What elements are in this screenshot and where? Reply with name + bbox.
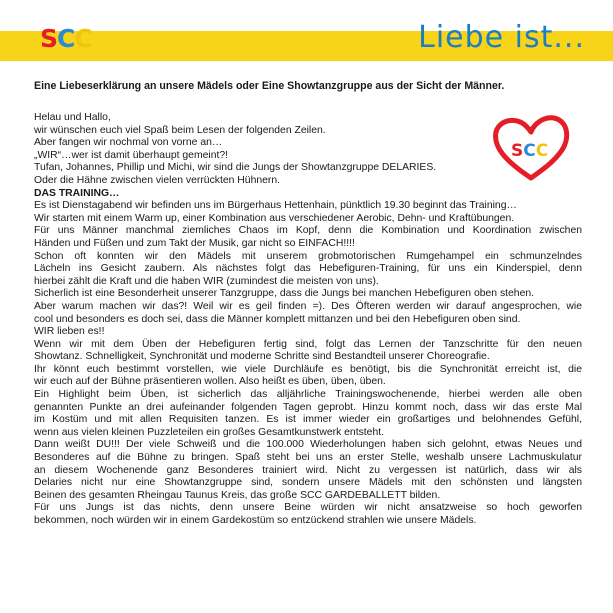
logo-letter-c2: C (74, 24, 92, 53)
body-line: Aber warum machen wir das?! Weil wir es geil finden =). Des Öfteren werden wir darauf angesprochen, wie (34, 300, 582, 312)
body-line: Wenn wir mit dem Üben der Hebefiguren fertig sind, folgt das Lernen der Tanzschritte für den neuen (34, 338, 582, 350)
body-line: an diesem Wochenende ganz Besonderes trainiert wird. Nicht zu vergessen ist natürlich, dass wir als (34, 464, 582, 476)
body-line: Besonderes auf die Bühne zu bringen. Spaß steht bei uns an erster Stelle, weshalb unsere Lachmuskulatur (34, 452, 582, 464)
intro-line: „WIR“…wer ist damit überhaupt gemeint?! (34, 149, 229, 161)
body-line: wenn aus vielen kleinen Puzzleteilen ein großes Gesamtkunstwerk entsteht. (34, 426, 385, 438)
logo-letter-c1: C (57, 24, 75, 53)
logo-letter-s: S (40, 24, 58, 53)
body-line: Delaries nicht nur eine Showtanzgruppe sind, sondern unsere Mädels mit den schönsten und längsten (34, 477, 582, 489)
intro-line: Aber fangen wir nochmal von vorne an… (34, 137, 223, 149)
body-line: wir euch auf der Bühne präsentieren wollen. Also heißt es üben, üben, üben. (34, 376, 386, 388)
heart-letter-s: S (511, 141, 524, 161)
body-line: im Kostüm und mit allen Requisiten tanzen. Es ist immer wieder ein großartiges und belohnendes Gefühl, (34, 414, 582, 426)
body-line: Ein Highlight beim Üben, ist sicherlich das alljährliche Trainingswochenende, hierbei werden alle oben (34, 389, 582, 401)
body-line: Für uns Jungs ist das nichts, denn unsere Beine würden wir nicht ansatzweise so hoch geworfen (34, 502, 582, 514)
article-body (34, 112, 582, 528)
intro-block (34, 112, 582, 188)
intro-line: Tufan, Johannes, Phillip und Michi, wir sind die Jungs der Showtanzgruppe DELARIES. (34, 162, 437, 174)
scc-logo (40, 24, 92, 54)
body-line: cool und besonders es doch sei, dass die Männer komplett mittanzen und bei den Hebefiguren oben sind. (34, 313, 521, 325)
body-line: Händen und Füßen und zum Takt der Musik, gar nicht so EINFACH!!!! (34, 237, 355, 249)
body-line: bekommen, noch würden wir in einem Gardekostüm so entzückend strahlen wie unsere Mädels. (34, 515, 477, 526)
heart-letter-c1: C (523, 141, 536, 161)
page-title: Liebe ist... (418, 20, 585, 55)
intro-line: wir wünschen euch viel Spaß beim Lesen der folgenden Zeilen. (34, 124, 326, 136)
body-line: Lächeln ins Gesicht zaubern. Als nächstes folgt das Hebefiguren-Training, für uns ein Kinderspiel, denn (34, 263, 582, 275)
body-line: Ihr könnt euch bestimmt vorstellen, wie viele Durchläufe es benötigt, bis die Synchronität erreicht ist, die (34, 363, 582, 375)
body-line: Es ist Dienstagabend wir befinden uns im Bürgerhaus Hettenhain, pünktlich 19.30 beginnt das Training… (34, 200, 517, 212)
body-line: Schon oft konnten wir den Mädels mit unserem grobmotorischen Rumgehampel ein schmunzelndes (34, 250, 582, 262)
intro-line: Oder die Hähne zwischen vielen verrückten Hühnern. (34, 174, 281, 186)
body-line: Für uns Männer manchmal ziemliches Chaos im Kopf, denn die Kombination und Koordination zwischen (34, 225, 582, 237)
body-line: hierbei zählt die Kraft und die haben WIR (zumindest die meisten von uns). (34, 275, 379, 287)
body-line: Showtanz. Schnelligkeit, Synchronität und moderne Schritte sind Bestandteil unserer Choreografie. (34, 351, 490, 363)
body-line: Sicherlich ist eine Besonderheit unserer Tanzgruppe, dass die Jungs bei manchen Hebefiguren oben stehen. (34, 288, 535, 300)
heart-letter-c2: C (535, 141, 549, 161)
body-line: Wir starten mit einem Warm up, einer Kombination aus verschiedener Aerobic, Dehn- und Kraftübungen. (34, 212, 515, 224)
body-line: Beinen des gesamten Rheingau Taunus Kreis, das große SCC GARDEBALLETT bilden. (34, 489, 441, 501)
training-block (34, 200, 582, 527)
intro-line: Helau und Hallo, (34, 112, 111, 123)
section-heading: DAS TRAINING… (34, 187, 120, 199)
body-line: genannten Punkte an drei aufeinander folgenden Tagen geprobt. Hinzu kommt noch, dass wir das erste Mal (34, 401, 582, 413)
body-line: Dann weißt DU!!! Der viele Schweiß und die 100.000 Wiederholungen haben sich gelohnt, etwas Neues und (34, 439, 582, 451)
article-subtitle: Eine Liebeserklärung an unsere Mädels oder Eine Showtanzgruppe aus der Sicht der Männer. (34, 80, 505, 92)
body-line: WIR lieben es!! (34, 326, 105, 338)
